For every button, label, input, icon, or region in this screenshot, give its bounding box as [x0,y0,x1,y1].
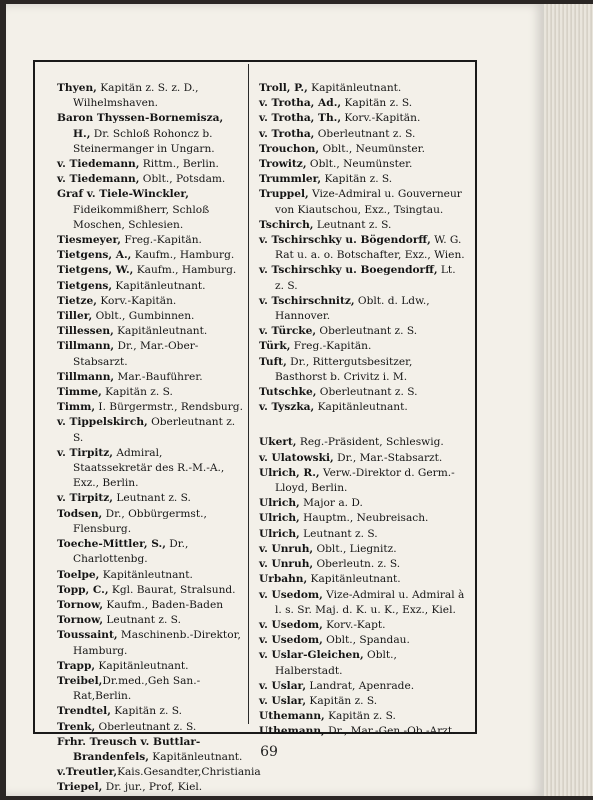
entry-detail: Freg.-Kapitän. [120,234,202,247]
directory-entry [57,446,244,492]
entry-name: Baron Thyssen-Bornemisza, H., [57,112,224,140]
entry-name: Ukert, [259,436,297,449]
entry-detail: Kapitänleutnant. [113,325,208,338]
entry-name: Troll, P., [259,82,308,94]
directory-entry [259,142,466,157]
directory-entry [259,511,466,526]
directory-entry [57,613,244,628]
entry-name: v. Trotha, Ad., [259,97,342,110]
entry-detail: Oberleutnant z. S. [314,127,416,140]
entry-name: v. Uslar, [259,694,307,707]
entry-detail: Dr. jur., Prof, Kiel. [102,781,203,794]
entry-detail: Dr., Mar.-Gen.-Ob.-Arzt. [324,725,456,738]
directory-entry [259,218,466,233]
entry-name: v. Trotha, [259,127,315,140]
entry-name: v. Tirpitz, [57,492,113,505]
directory-entry [259,96,466,111]
entry-detail: Oberleutn. z. S. [313,558,401,571]
entry-name: v.Treutler, [57,766,118,779]
entry-detail: Admiral, Staatssekretär des R.-M.-A., Exz., Berlin. [73,446,225,490]
entry-name: v. Tschirschnitz, [259,294,355,307]
entry-detail: Dr., Mar.-Ober-Stabsarzt. [73,340,199,368]
directory-entry [259,496,466,511]
column-divider [248,64,249,724]
entry-detail: Kaufm., Hamburg. [131,249,235,262]
entry-name: Uthemann, [259,710,325,723]
entry-name: Tietgens, A., [57,249,132,262]
directory-entry [259,157,466,172]
directory-entry [57,370,244,385]
entry-detail: Dr. Schloß Rohoncz b. Steinermanger in Ungarn. [73,127,215,155]
entry-detail: Kapitänleutnant. [307,573,401,586]
entry-detail: Oblt., Neumünster. [319,142,425,155]
directory-entry [57,415,244,445]
entry-detail: Vize-Admiral u. Gouverneur von Kiautschou, Exz., Tsingtau. [275,188,462,216]
entry-name: v. Unruh, [259,542,314,555]
directory-entry [57,248,244,263]
entry-name: Trenk, [57,720,96,733]
entry-detail: Reg.-Präsident, Schleswig. [296,436,444,449]
directory-entry [259,618,466,633]
entry-name: Tornow, [57,614,104,627]
directory-entry [259,694,466,709]
entry-detail: Kapitänleutnant. [148,750,243,763]
entry-detail: Kapitän z. S. [321,173,393,186]
entry-detail: Mar.-Bauführer. [114,370,203,383]
entry-detail: Leutnant z. S. [112,492,191,505]
entry-name: Thyen, [57,82,97,94]
entry-detail: Korv.-Kapitän. [97,294,177,307]
entry-name: Tillmann, [57,370,115,383]
entry-detail: Verw.-Direktor d. Germ.-Lloyd, Berlin. [275,466,455,495]
directory-entry [57,385,244,400]
directory-entry [57,157,244,172]
directory-entry [57,294,244,309]
entry-detail: Korv.-Kapitän. [341,112,421,125]
directory-entry [259,355,466,385]
entry-detail: Kgl. Baurat, Stralsund. [108,583,236,596]
entry-name: Trummler, [259,173,322,186]
entry-name: Toelpe, [57,568,100,581]
entry-detail: Dr., Obbürgermst., Flensburg. [73,507,207,535]
directory-entry [57,659,244,674]
entry-name: v. Usedom, [259,634,323,647]
entry-detail: Kaufm., Hamburg. [133,264,237,277]
directory-entry [259,339,466,354]
entry-name: v. Tiedemann, [57,158,140,171]
directory-entry [259,679,466,694]
directory-entry [57,598,244,613]
entry-detail: Dr., Charlottenbg. [73,538,189,566]
directory-entry [259,400,466,415]
directory-entry [259,111,466,126]
directory-entry [57,491,244,506]
entry-detail: Rittm., Berlin. [139,158,219,171]
directory-entry [57,81,244,111]
entry-name: Tschirch, [259,218,314,231]
left-column [57,81,261,796]
directory-entry [57,674,244,704]
entry-detail: Kapitän z. S. [341,97,413,110]
entry-detail: Oblt., Halberstadt. [275,649,397,677]
directory-entry [57,309,244,324]
page-edges [544,4,593,796]
entry-name: v. Uslar, [259,679,307,692]
directory-entry [259,527,466,542]
entry-detail: Kapitän z. S. [324,710,396,723]
directory-entry [259,324,466,339]
entry-detail: Leutnant z. S. [299,527,378,540]
entry-name: Tiller, [57,310,93,323]
directory-entry [57,583,244,598]
entry-name: v. Unruh, [259,558,314,571]
entry-name: v. Tschirschky u. Boegendorff, [259,264,438,277]
entry-detail: Fideikommißherr, Schloß Moschen, Schlesien. [73,203,210,231]
entry-name: Timme, [57,386,102,399]
entry-detail: Freg.-Kapitän. [290,340,372,353]
directory-entry [57,568,244,583]
entry-detail: Kapitän z. S. [101,386,173,399]
entry-detail: Kapitänleutnant. [307,82,402,94]
directory-entry [57,720,244,735]
entry-name: v. Tippelskirch, [57,416,148,429]
entry-detail: Major a. D. [299,497,363,510]
entry-detail: I. Bürgermstr., Rendsburg. [95,401,243,414]
directory-entry [259,294,466,324]
entry-detail: Oblt. d. Ldw., Hannover. [275,294,430,323]
directory-entry [57,704,244,719]
entry-name: Ulrich, [259,497,300,510]
directory-entry [259,466,466,496]
entry-name: Timm, [57,401,96,414]
right-column [259,81,466,740]
entry-name: Ulrich, [259,527,300,540]
directory-entry [259,451,466,466]
entry-name: Toussaint, [57,629,118,642]
entry-name: Tutschke, [259,386,317,399]
entry-detail: Lt. z. S. [275,264,456,292]
directory-entry [57,111,244,157]
page-number: 69 [260,744,278,760]
directory-entry [259,187,466,217]
entry-name: v. Türcke, [259,325,317,338]
entry-detail: Oblt., Neumünster. [306,158,413,171]
entry-name: Tietgens, W., [57,264,134,277]
directory-entry [57,187,244,233]
entry-detail: Kaufm., Baden-Baden [103,598,224,611]
entry-name: Todsen, [57,507,103,520]
entry-name: v. Uslar-Gleichen, [259,649,364,662]
entry-name: Trowitz, [259,158,307,171]
entry-detail: Oblt., Liegnitz. [313,542,397,555]
entry-name: Graf v. Tiele-Winckler, [57,188,189,201]
entry-name: Truppel, [259,188,309,201]
entry-name: v. Usedom, [259,618,323,631]
entry-detail: Vize-Admiral u. Admiral à l. s. Sr. Maj. d. K. u. K., Exz., Kiel. [275,588,465,616]
directory-entry [57,537,244,567]
entry-name: Toeche-Mittler, S., [57,538,166,551]
entry-name: v. Tiedemann, [57,173,140,186]
entry-name: Tornow, [57,598,104,611]
entry-detail: Oberleutnant z. S. [73,416,236,444]
entry-name: Urbahn, [259,573,308,586]
directory-entry [57,172,244,187]
directory-entry [259,127,466,142]
directory-entry [57,400,244,415]
entry-name: Tiesmeyer, [57,234,121,247]
entry-name: Treibel, [57,674,103,687]
entry-name: Türk, [259,340,291,353]
directory-entry [259,572,466,587]
directory-entry [259,588,466,618]
directory-entry [57,765,261,780]
entry-detail: Oberleutnant z. S. [95,720,197,733]
entry-detail: Leutnant z. S. [103,614,181,627]
entry-name: v. Tirpitz, [57,446,113,459]
entry-detail: Maschinenb.-Direktor, Hamburg. [73,629,241,657]
directory-entry [259,633,466,648]
directory-entry [259,385,466,400]
entry-name: Trouchon, [259,142,320,155]
entry-detail: Oblt., Gumbinnen. [92,310,195,323]
entry-detail: Leutnant z. S. [313,218,392,231]
directory-entry [259,724,466,739]
entry-name: v. Trotha, Th., [259,112,342,125]
entry-name: v. Tyszka, [259,401,315,414]
entry-detail: Kapitän z. S. [306,694,378,707]
right-column-u-section [259,435,466,739]
directory-entry [57,233,244,248]
directory-entry [57,324,244,339]
directory-entry [57,780,244,795]
entry-name: Uthemann, [259,725,325,738]
entry-detail: Kais.Gesandter,Christiania [117,766,261,779]
entry-detail: Oblt., Spandau. [322,634,410,647]
entry-name: Tillessen, [57,325,114,338]
directory-entry [259,435,466,450]
directory-entry [57,279,244,294]
directory-entry [259,233,466,263]
entry-detail: Kapitänleutnant. [95,659,189,672]
entry-name: Tillmann, [57,340,115,353]
entry-name: Topp, C., [57,583,109,596]
entry-detail: Dr., Mar.-Stabsarzt. [333,451,443,464]
entry-name: Trendtel, [57,705,111,718]
directory-entry [57,507,244,537]
entry-name: Frhr. Treusch v. Buttlar-Brandenfels, [57,735,201,763]
entry-detail: Kapitänleutnant. [99,568,193,581]
entry-name: Tuft, [259,355,287,368]
entry-name: v. Usedom, [259,588,323,601]
entry-detail: W. G. Rat u. a. o. Botschafter, Exz., Wien. [275,234,465,262]
directory-entry [259,81,466,96]
entry-detail: Oberleutnant z. S. [316,325,418,338]
entry-name: Tietgens, [57,279,113,292]
entry-detail: Korv.-Kapt. [322,618,386,631]
entry-detail: Landrat, Apenrade. [306,679,415,692]
entry-detail: Dr.med.,Geh San.-Rat,Berlin. [73,674,201,703]
directory-entry [259,648,466,678]
directory-entry [259,557,466,572]
directory-entry [259,172,466,187]
entry-name: Ulrich, [259,512,300,525]
directory-entry [259,709,466,724]
directory-entry [259,263,466,293]
directory-entry [57,628,244,658]
entry-name: Triepel, [57,781,103,794]
entry-detail: Dr., Rittergutsbesitzer, Basthorst b. Crivitz i. M. [275,355,413,383]
entry-name: v. Tschirschky u. Bögendorff, [259,234,431,247]
entry-name: Ulrich, R., [259,466,320,479]
entry-detail: Oberleutnant z. S. [316,386,418,399]
entry-name: Trapp, [57,659,96,672]
directory-entry [259,542,466,557]
entry-detail: Oblt., Potsdam. [139,173,226,186]
entry-detail: Kapitän z. S. z. D., Wilhelmshaven. [73,82,199,110]
entry-name: v. Ulatowski, [259,451,334,464]
entry-detail: Hauptm., Neubreisach. [299,512,429,525]
entry-detail: Kapitänleutnant. [314,401,408,414]
right-column-t-section [259,81,466,415]
entry-detail: Kapitän z. S. [110,705,182,718]
directory-entry [57,339,244,369]
entry-name: Tietze, [57,294,97,307]
entry-detail: Kapitänleutnant. [112,279,206,292]
section-gap [259,415,466,435]
directory-entry [57,263,244,278]
